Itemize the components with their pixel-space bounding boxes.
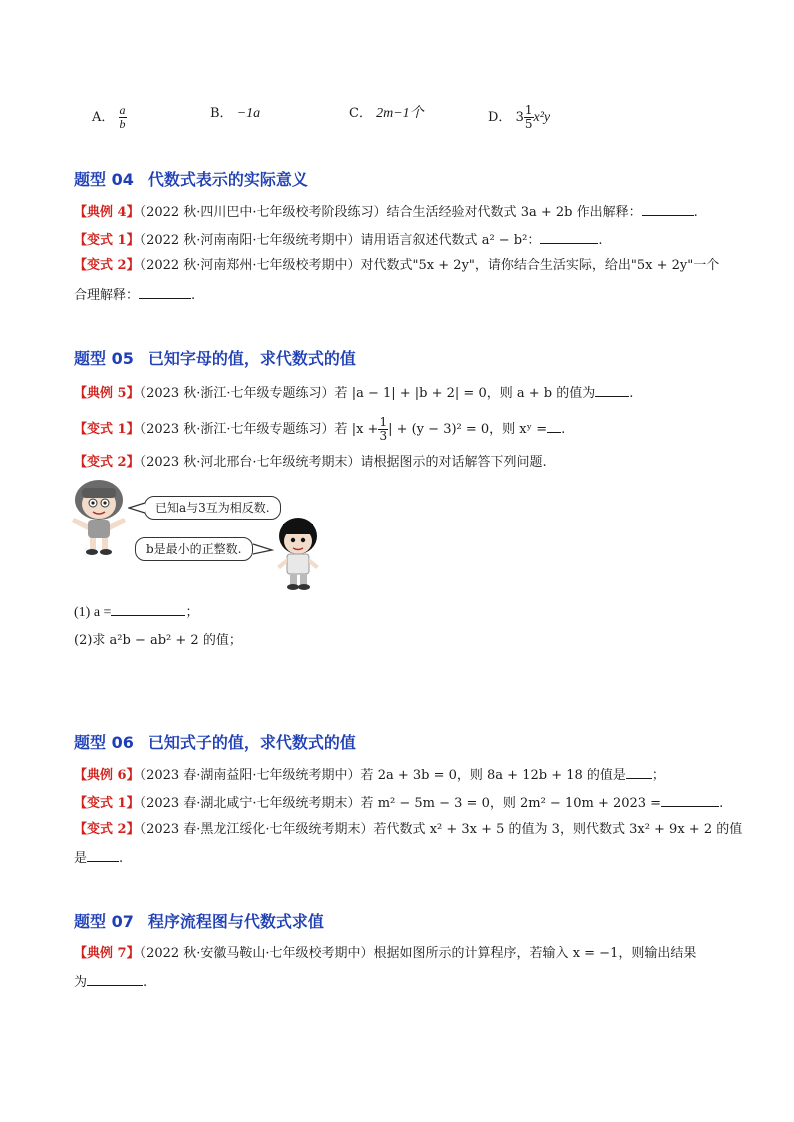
section-heading-06 — [74, 730, 356, 753]
bubble-pointer-icon — [128, 500, 146, 516]
variant-text-post: | + (y − 3)² = 0，则 xʸ = — [388, 422, 548, 437]
section-heading-04 — [74, 167, 308, 190]
variant-2-s04-line2 — [74, 284, 195, 306]
end-mark: . — [561, 422, 566, 437]
example-tag: 【典例 6】 — [74, 768, 140, 783]
example-7 — [74, 944, 696, 964]
variant-tag: 【变式 1】 — [74, 422, 140, 437]
variant-1-s06 — [74, 792, 723, 814]
speech-bubble-girl — [144, 496, 281, 520]
option-d — [488, 104, 550, 131]
speech-bubble-boy — [135, 537, 253, 561]
heading-number: 题型 05 — [74, 349, 134, 368]
fraction-numerator: 1 — [524, 103, 533, 117]
heading-title: 已知字母的值，求代数式的值 — [147, 349, 356, 368]
girl-cartoon-icon — [66, 478, 132, 558]
example-tag: 【典例 5】 — [74, 386, 140, 401]
question-text: (1) a = — [74, 605, 112, 620]
fraction-one-fifth — [524, 104, 534, 131]
option-b — [210, 104, 260, 124]
answer-blank — [139, 284, 191, 299]
question-2 — [74, 631, 242, 651]
variant-1-s05 — [74, 416, 565, 443]
variant-tag: 【变式 2】 — [74, 455, 140, 470]
bubble-text: 已知a与3互为相反数. — [155, 501, 270, 515]
option-c-label: C． — [349, 106, 372, 121]
variant-tag: 【变式 1】 — [74, 233, 140, 248]
example-4 — [74, 201, 698, 223]
heading-title: 代数式表示的实际意义 — [147, 170, 308, 189]
example-6 — [74, 764, 665, 786]
option-d-tail: x²y — [533, 110, 551, 125]
heading-number: 题型 04 — [74, 170, 134, 189]
bubble-pointer-icon — [252, 541, 274, 557]
example-text: （2023 春·湖南益阳·七年级统考期中）若 2a + 3b = 0，则 8a + 12b + 18 的值是 — [139, 768, 626, 783]
answer-blank — [626, 764, 652, 779]
option-b-text: −1a — [236, 106, 261, 121]
example-text: （2022 秋·四川巴中·七年级校考阶段练习）结合生活经验对代数式 3a + 2b 作出解释： — [139, 205, 642, 220]
variant-text: （2022 秋·河南郑州·七年级校考期中）对代数式"5x + 2y"，请你结合生活实际，给出"5x + 2y"一个 — [139, 258, 720, 273]
section-heading-07 — [74, 909, 324, 932]
end-mark: . — [719, 796, 724, 811]
variant-text: （2023 秋·河北邢台·七年级统考期末）请根据图示的对话解答下列问题. — [139, 455, 547, 470]
example-7-line2 — [74, 971, 147, 993]
fraction-numerator: 1 — [379, 415, 388, 429]
section-heading-05 — [74, 346, 356, 369]
option-d-whole: 3 — [515, 110, 524, 125]
fraction-denominator: b — [119, 117, 126, 131]
example-text-cont: 为 — [74, 975, 88, 990]
option-c-text: 2m−1个 — [376, 106, 424, 121]
option-a — [92, 104, 127, 131]
variant-text: （2022 秋·河南南阳·七年级统考期中）请用语言叙述代数式 a² − b²： — [139, 233, 541, 248]
answer-blank — [87, 847, 119, 862]
variant-text: （2023 秋·浙江·七年级专题练习）若 |x + — [139, 422, 379, 437]
answer-blank — [642, 201, 694, 216]
heading-title: 程序流程图与代数式求值 — [147, 912, 324, 931]
variant-2-s04 — [74, 256, 719, 276]
answer-blank — [595, 382, 629, 397]
heading-title: 已知式子的值，求代数式的值 — [147, 733, 356, 752]
example-text: （2022 秋·安徽马鞍山·七年级校考期中）根据如图所示的计算程序，若输入 x = −1，则输出结果 — [139, 946, 697, 961]
variant-text: （2023 春·湖北咸宁·七年级统考期末）若 m² − 5m − 3 = 0，则 2m² − 10m + 2023 = — [139, 796, 662, 811]
question-text: (2)求 a²b − ab² + 2 的值； — [74, 633, 242, 648]
variant-text-cont: 是 — [74, 851, 88, 866]
end-mark: ； — [185, 605, 199, 620]
end-mark: . — [191, 288, 196, 303]
variant-1-s04 — [74, 229, 603, 251]
variant-tag: 【变式 1】 — [74, 796, 140, 811]
end-mark: ； — [651, 768, 665, 783]
option-a-label: A． — [92, 110, 115, 125]
example-tag: 【典例 7】 — [74, 946, 140, 961]
bubble-text: b是最小的正整数. — [146, 542, 242, 556]
example-5 — [74, 382, 633, 404]
option-d-label: D． — [488, 110, 512, 125]
variant-tag: 【变式 2】 — [74, 258, 140, 273]
variant-text: （2023 春·黑龙江绥化·七年级统考期末）若代数式 x² + 3x + 5 的值为 3，则代数式 3x² + 9x + 2 的值 — [139, 822, 743, 837]
question-1 — [74, 601, 198, 623]
variant-2-s06 — [74, 820, 742, 840]
answer-blank — [547, 418, 561, 433]
heading-number: 题型 07 — [74, 912, 134, 931]
variant-tag: 【变式 2】 — [74, 822, 140, 837]
example-text: （2023 秋·浙江·七年级专题练习）若 |a − 1| + |b + 2| = 0，则 a + b 的值为 — [139, 386, 596, 401]
fraction-numerator: a — [119, 103, 126, 117]
variant-text-cont: 合理解释： — [74, 288, 140, 303]
variant-2-s06-line2 — [74, 847, 123, 869]
heading-number: 题型 06 — [74, 733, 134, 752]
answer-blank — [661, 792, 719, 807]
fraction-one-third — [378, 416, 388, 443]
end-mark: . — [598, 233, 603, 248]
fraction-denominator: 5 — [524, 117, 533, 131]
fraction-denominator: 3 — [379, 429, 388, 443]
option-b-label: B． — [210, 106, 233, 121]
boy-cartoon-icon — [273, 516, 323, 592]
example-tag: 【典例 4】 — [74, 205, 140, 220]
fraction-a-over-b — [119, 104, 127, 131]
answer-blank — [111, 601, 185, 616]
option-c — [349, 104, 424, 124]
answer-blank — [87, 971, 143, 986]
variant-2-s05 — [74, 453, 547, 473]
end-mark: . — [629, 386, 634, 401]
answer-blank — [540, 229, 598, 244]
end-mark: . — [693, 205, 698, 220]
end-mark: . — [143, 975, 148, 990]
end-mark: . — [119, 851, 124, 866]
